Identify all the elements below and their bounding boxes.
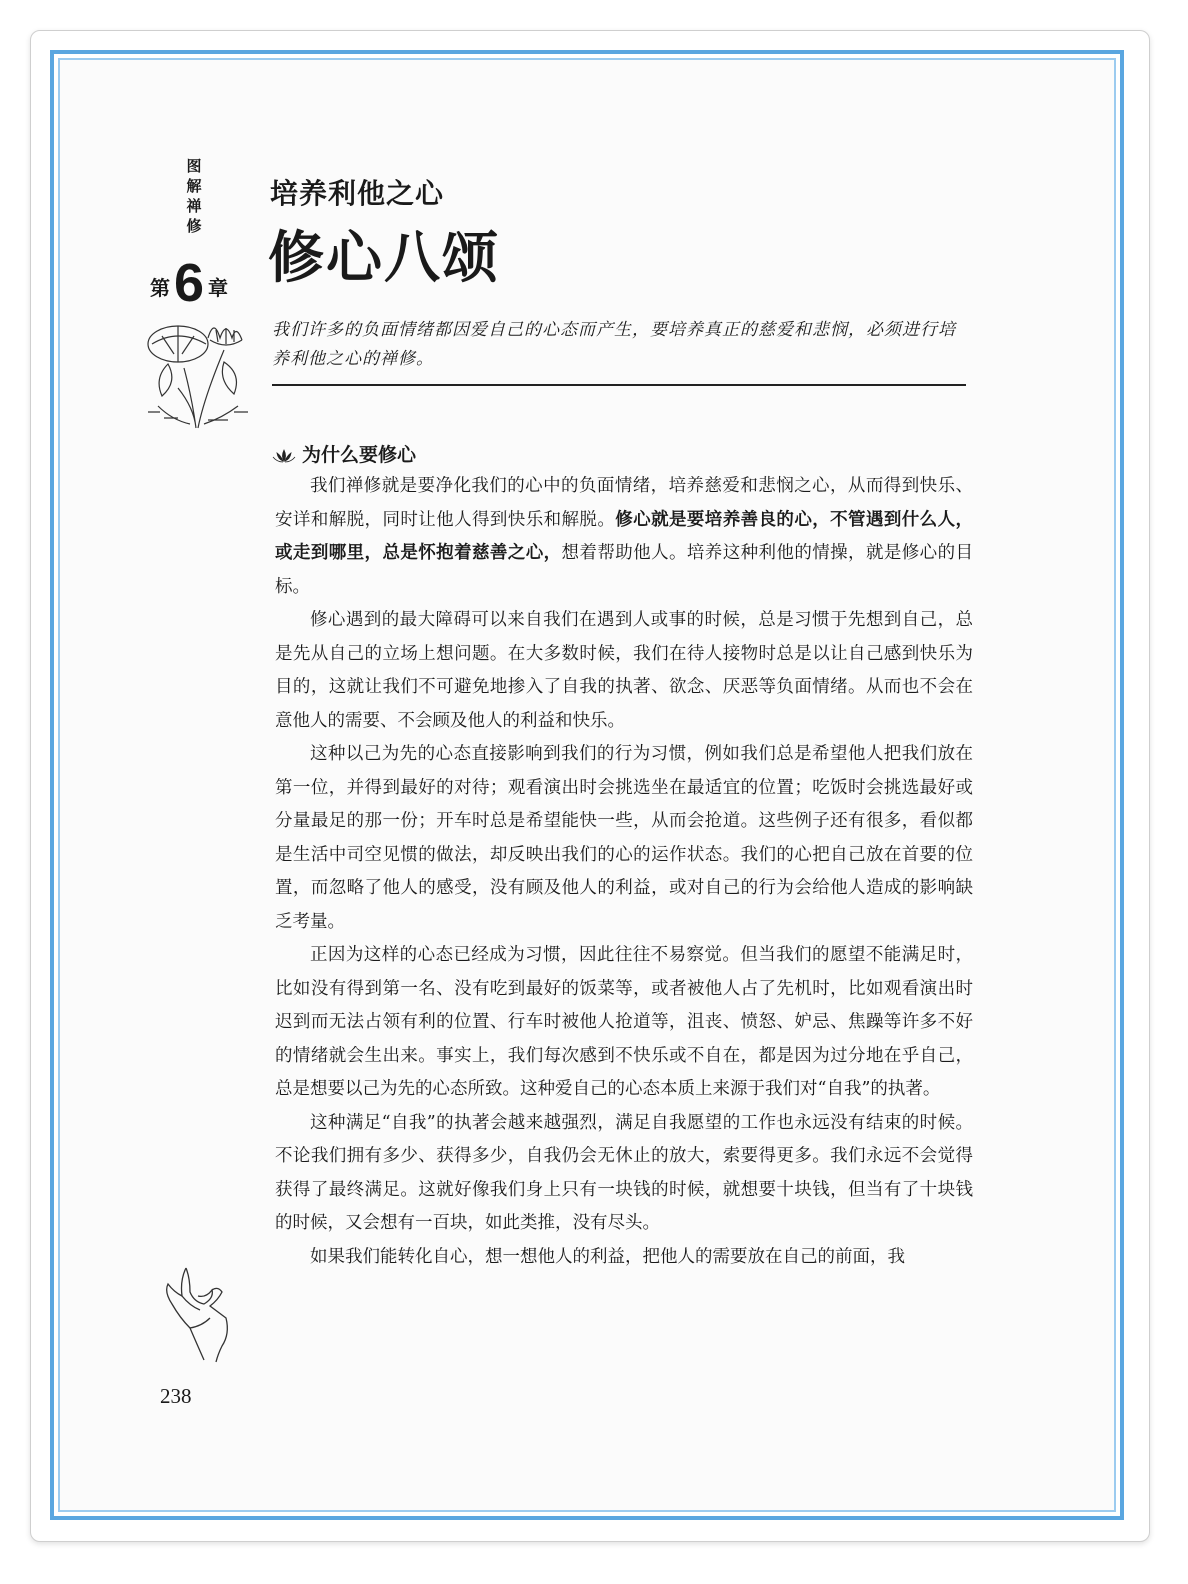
title-divider [272, 384, 966, 386]
chapter-number: 6 [174, 253, 205, 313]
paragraph-text: 想着帮助他人。培养这种利他的情操，就是修心的目标。 [275, 543, 974, 597]
paragraph: 这种以己为先的心态直接影响到我们的行为习惯，例如我们总是希望他人把我们放在第一位，并得到最好的对待；观看演出时会挑选坐在最适宜的位置；吃饭时会挑选最好或分量最足的那一份；开车时总是希望能快一些，从而会抢道。这些例子还有很多，看似都是生活中司空见惯的做法，却反映出我们的心的运作状态。我们的心把自己放在首要的位置，而忽略了他人的感受，没有顾及他人的利益，或对自己的行为会给他人造成的影响缺乏考量。 [275, 744, 973, 932]
paragraph: 正因为这样的心态已经成为习惯，因此往往不易察觉。但当我们的愿望不能满足时，比如没有得到第一名、没有吃到最好的饭菜等，或者被他人占了先机时，比如观看演出时迟到而无法占领有利的位置、行车时被他人抢道等，沮丧、愤怒、妒忌、焦躁等许多不好的情绪就会生出来。事实上，我们每次感到不快乐或不自在，都是因为过分地在乎自己，总是想要以己为先的心态所致。这种爱自己的心态本质上来源于我们对“自我”的执著。 [275, 945, 973, 1099]
chapter-title: 修心八颂 [268, 225, 500, 291]
page-number: 238 [160, 1384, 192, 1408]
lotus-illustration-icon [138, 308, 256, 432]
body-text [275, 470, 973, 1274]
hand-mudra-icon [160, 1262, 236, 1364]
chapter-prefix: 第 [150, 276, 170, 300]
section-heading [272, 440, 416, 467]
paragraph: 修心遇到的最大障碍可以来自我们在遇到人或事的时候，总是习惯于先想到自己，总是先从自己的立场上想问题。在大多数时候，我们在待人接物时总是以让自己感到快乐为目的，这就让我们不可避免地掺入了自我的执著、欲念、厌恶等负面情绪。从而也不会在意他人的需要、不会顾及他人的利益和快乐。 [275, 610, 973, 731]
chapter-suffix: 章 [208, 276, 229, 300]
paragraph: 如果我们能转化自心，想一想他人的利益，把他人的需要放在自己的前面，我 [310, 1246, 905, 1267]
series-label: 图解禅修 [186, 157, 202, 235]
chapter-subtitle: 培养利他之心 [270, 177, 445, 210]
emphasis-text: 修心就是要培养善良的心，不管遇到什么人，或走到哪里，总是怀抱着慈善之心， [275, 509, 973, 563]
paragraph: 这种满足“自我”的执著会越来越强烈，满足自我愿望的工作也永远没有结束的时候。不论我们拥有多少、获得多少，自我仍会无休止的放大，索要得更多。我们永远不会觉得获得了最终满足。这就好像我们身上只有一块钱的时候，就想要十块钱，但当有了十块钱的时候，又会想有一百块，如此类推，没有尽头。 [275, 1112, 973, 1233]
paragraph [275, 470, 973, 604]
section-heading-text: 为什么要修心 [302, 444, 417, 466]
chapter-label [150, 252, 228, 314]
lotus-bullet-icon [272, 448, 296, 464]
paragraph-text: 我们禅修就是要净化我们的心中的负面情绪，培养慈爱和悲悯之心，从而得到快乐、安详和解脱，同时让他人得到快乐和解脱。 [275, 476, 973, 530]
chapter-intro: 我们许多的负面情绪都因爱自己的心态而产生，要培养真正的慈爱和悲悯，必须进行培养利他之心的禅修。 [272, 320, 956, 369]
